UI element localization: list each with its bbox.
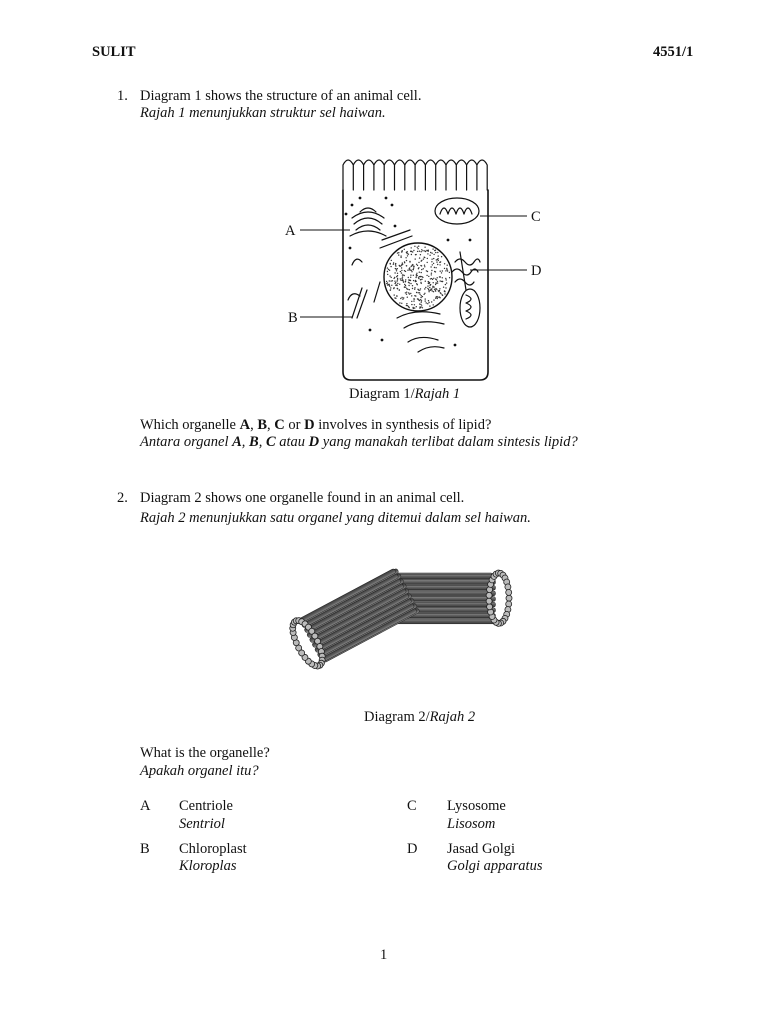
q2-question-en: What is the organelle? <box>140 745 270 761</box>
q1-qms-b: B <box>249 434 259 450</box>
centriole-bundle-front <box>283 565 422 674</box>
diagram1-caption-ms: Rajah 1 <box>414 386 461 402</box>
q1-qen-s3: or <box>284 417 305 433</box>
diagram1-caption-en: Diagram 1/ <box>349 386 415 402</box>
header-right: 4551/1 <box>653 44 694 60</box>
option-b-ms: Kloroplas <box>179 858 237 874</box>
diagram2-caption <box>364 709 475 726</box>
q1-qms-d: D <box>308 434 320 450</box>
page-number: 1 <box>380 947 388 963</box>
diagram2-caption-en: Diagram 2/ <box>364 709 430 725</box>
q1-qen-p2: involves in synthesis of lipid? <box>314 417 492 433</box>
option-b-en: Chloroplast <box>179 841 247 857</box>
option-c-en: Lysosome <box>447 798 506 814</box>
label-b: B <box>288 310 298 326</box>
q1-qms-c: C <box>265 434 276 450</box>
q1-stem-en: Diagram 1 shows the structure of an animal cell. <box>140 88 422 104</box>
q1-qms-a: A <box>232 434 242 450</box>
diagram2-caption-ms: Rajah 2 <box>429 709 476 725</box>
label-c: C <box>531 209 541 225</box>
header-left: SULIT <box>92 44 136 60</box>
option-d-en: Jasad Golgi <box>447 841 516 857</box>
option-b-letter: B <box>140 841 150 857</box>
option-c-letter: C <box>407 798 417 814</box>
q1-qen-a: A <box>239 417 251 433</box>
q1-qen-c: C <box>274 417 285 433</box>
label-d: D <box>531 263 542 279</box>
label-a: A <box>285 223 296 239</box>
q1-qen-s2: , <box>267 417 275 433</box>
q1-qms-s3: atau <box>275 434 309 450</box>
option-c-ms: Lisosom <box>447 816 496 832</box>
q1-qen-s1: , <box>250 417 258 433</box>
q2-question-ms: Apakah organel itu? <box>140 763 259 779</box>
q1-qen-b: B <box>257 417 267 433</box>
q2-stem-ms: Rajah 2 menunjukkan satu organel yang ditemui dalam sel haiwan. <box>140 510 531 526</box>
q1-qms-p1: Antara organel <box>140 434 233 450</box>
option-a-ms: Sentriol <box>179 816 225 832</box>
q1-qms-s1: , <box>241 434 250 450</box>
q1-qen-p1: Which organelle <box>140 417 240 433</box>
q1-qen-d: D <box>304 417 315 433</box>
option-d-letter: D <box>407 841 418 857</box>
q1-qms-s2: , <box>258 434 266 450</box>
option-d-ms: Golgi apparatus <box>447 858 543 874</box>
option-a-en: Centriole <box>179 798 233 814</box>
q1-number: 1. <box>117 88 128 104</box>
option-a-letter: A <box>140 798 151 814</box>
q2-number: 2. <box>117 490 128 506</box>
q1-qms-p2: yang manakah terlibat dalam sintesis lipid? <box>319 434 578 450</box>
q1-stem-ms: Rajah 1 menunjukkan struktur sel haiwan. <box>140 105 386 121</box>
q2-stem-en: Diagram 2 shows one organelle found in an animal cell. <box>140 490 465 506</box>
